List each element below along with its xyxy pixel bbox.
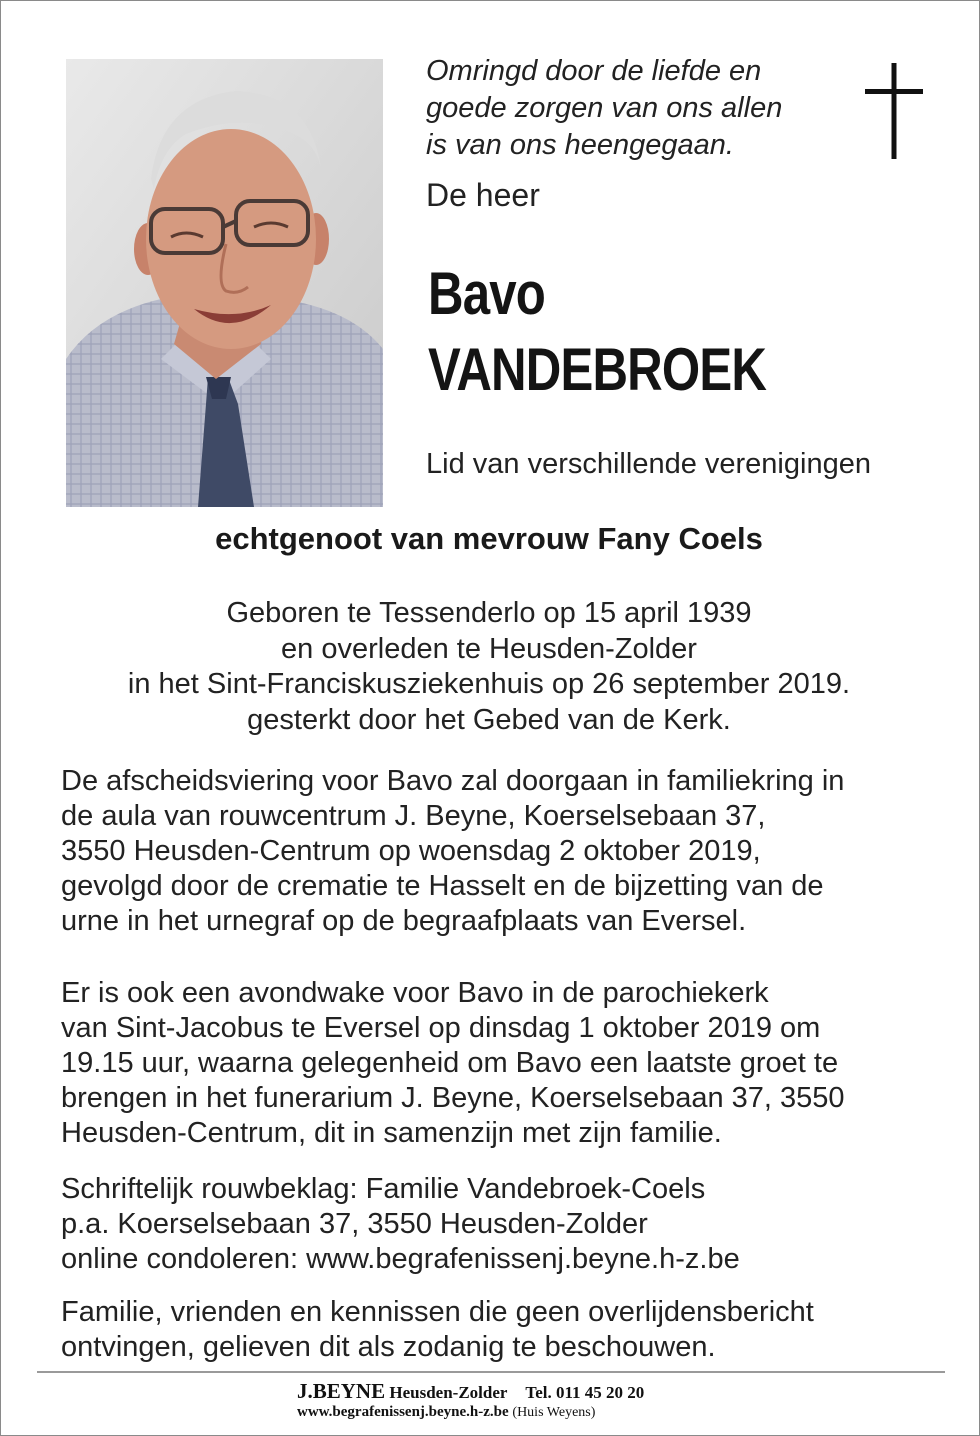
condolence-paragraph [61,1172,740,1277]
notice-line: Familie, vrienden en kennissen die geen overlijdensbericht [61,1296,814,1328]
birth-death-details [1,596,977,738]
notice-paragraph [61,1295,814,1365]
wake-line: brengen in het funerarium J. Beyne, Koerselsebaan 37, 3550 [61,1082,845,1114]
funeral-home-footer [297,1379,644,1421]
ceremony-line: De afscheidsviering voor Bavo zal doorgaan in familiekring in [61,765,845,797]
first-name: Bavo [428,260,546,327]
ceremony-line: gevolgd door de crematie te Hasselt en de bijzetting van de [61,870,824,902]
footer-divider [37,1371,945,1373]
intro-line: is van ons heengegaan. [426,129,734,161]
ceremony-line: urne in het urnegraf op de begraafplaats van Eversel. [61,905,747,937]
last-name: VANDEBROEK [428,336,767,403]
birth-line: in het Sint-Franciskusziekenhuis op 26 september 2019. [127,668,851,700]
wake-line: van Sint-Jacobus te Eversel op dinsdag 1 oktober 2019 om [61,1012,821,1044]
ceremony-paragraph [61,764,844,939]
cross-icon [865,63,923,159]
footer-phone: Tel. 011 45 20 20 [525,1383,645,1402]
footer-location: Heusden-Zolder [389,1383,508,1402]
birth-line: gesterkt door het Gebed van de Kerk. [247,703,731,736]
footer-house: (Huis Weyens) [512,1405,596,1420]
footer-website: www.begrafenissenj.beyne.h-z.be [297,1404,509,1420]
intro-line: Omringd door de liefde en [426,55,762,87]
condolence-line: online condoleren: www.begrafenissenj.beyne.h-z.be [61,1243,740,1275]
intro-text [426,53,782,164]
honorific: De heer [426,177,540,213]
condolence-line: Schriftelijk rouwbeklag: Familie Vandebroek-Coels [61,1173,706,1205]
birth-line: en overleden te Heusden-Zolder [281,632,697,665]
membership-note: Lid van verschillende verenigingen [426,448,871,480]
wake-line: Heusden-Centrum, dit in samenzijn met zijn familie. [61,1117,722,1149]
condolence-line: p.a. Koerselsebaan 37, 3550 Heusden-Zolder [61,1208,648,1240]
footer-brand: J.BEYNE [297,1379,386,1403]
notice-line: ontvingen, gelieven dit als zodanig te beschouwen. [61,1331,716,1363]
wake-line: Er is ook een avondwake voor Bavo in de parochiekerk [61,977,769,1009]
spouse-line: echtgenoot van mevrouw Fany Coels [215,521,763,556]
ceremony-line: de aula van rouwcentrum J. Beyne, Koerselsebaan 37, [61,800,766,832]
portrait-photo [66,59,383,507]
birth-line: Geboren te Tessenderlo op 15 april 1939 [226,597,752,629]
ceremony-line: 3550 Heusden-Centrum op woensdag 2 oktober 2019, [61,835,761,867]
intro-line: goede zorgen van ons allen [426,92,783,124]
wake-paragraph [61,976,845,1151]
wake-line: 19.15 uur, waarna gelegenheid om Bavo een laatste groet te [61,1047,839,1079]
